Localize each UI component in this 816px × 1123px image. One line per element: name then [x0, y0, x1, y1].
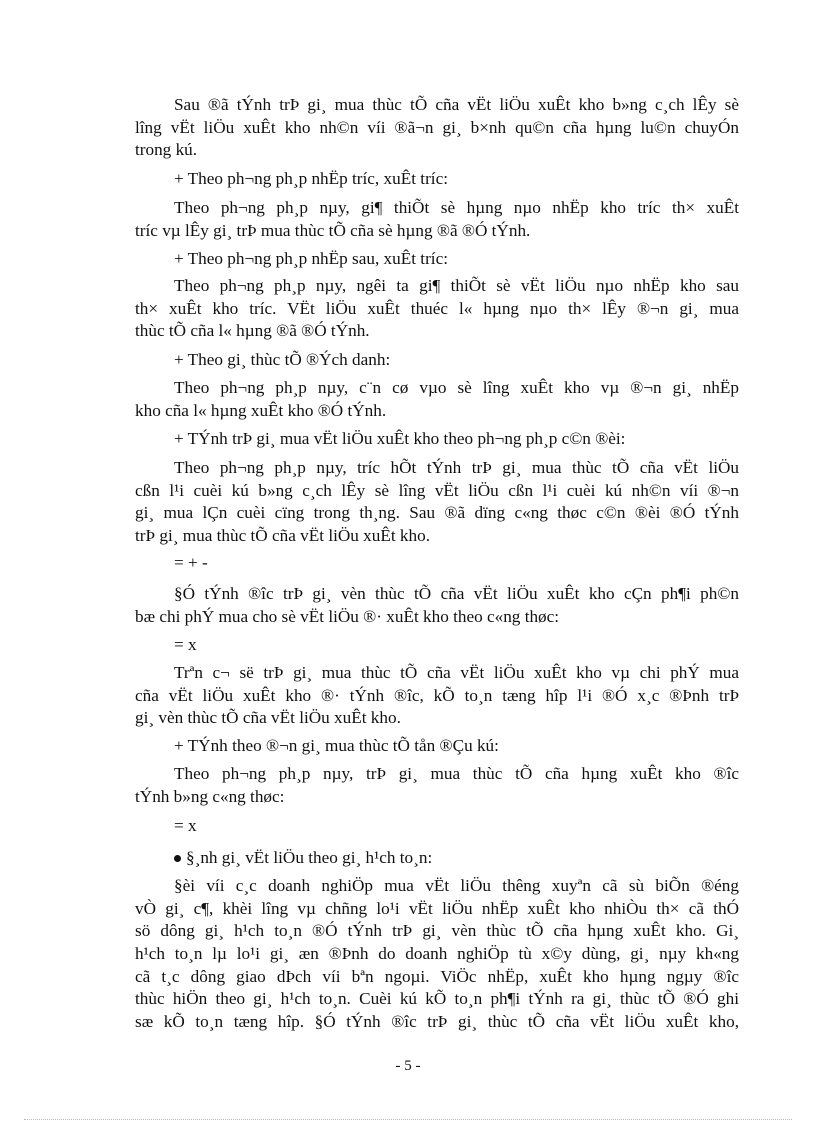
paragraph-fifo [135, 197, 739, 242]
text-line: h¹ch to¸n lµ lo¹i gi¸ æn ®Þnh do doanh nghiÖp tù x©y dùng, gi¸ nµy kh«ng [135, 944, 739, 964]
text-line: vÒ gi¸ c¶, khèi lîng vµ chñng lo¹i vËt liÖu nhËp xuÊt kho nhiÒu th× cã thÓ [135, 898, 739, 918]
text-line: thùc hiÖn theo gi¸ h¹ch to¸n. Cuèi kú kÕ to¸n ph¶i tÝnh ra gi¸ thùc tÕ ®Ó ghi [135, 989, 739, 1009]
text-line: tÝnh b»ng c«ng thøc: [135, 786, 285, 806]
text-line: trong kú. [135, 140, 198, 160]
paragraph-cost-allocation [135, 583, 739, 628]
heading-lifo: + Theo ph¬ng ph¸p nhËp sau, xuÊt tríc: [174, 249, 448, 268]
paragraph-average-price [135, 94, 739, 162]
text-line: sæ kÕ to¸n tæng hîp. §Ó tÝnh ®îc trÞ gi¸ thùc tÕ cña vËt liÖu xuÊt kho, [135, 1012, 739, 1032]
bullet-icon [174, 855, 181, 862]
text-line: cßn l¹i cuèi kú b»ng c¸ch lÊy sè lîng vËt liÖu cßn l¹i cuèi kú nh©n víi ®¬n [135, 480, 739, 500]
heading-planned-price [174, 847, 432, 869]
heading-opening-price: + TÝnh theo ®¬n gi¸ mua thùc tÕ tån ®Çu kú: [174, 736, 499, 755]
heading-fifo: + Theo ph¬ng ph¸p nhËp tríc, xuÊt tríc: [174, 169, 448, 188]
text-line: Theo ph¬ng ph¸p nµy, c¨n cø vµo sè lîng xuÊt kho vµ ®¬n gi¸ nhËp [174, 378, 739, 397]
page-border-divider [24, 1119, 792, 1120]
heading-balance-method: + TÝnh trÞ gi¸ mua vËt liÖu xuÊt kho theo ph¬ng ph¸p c©n ®èi: [174, 429, 626, 448]
text-line: Theo ph¬ng ph¸p nµy, trÞ gi¸ mua thùc tÕ cña hµng xuÊt kho ®îc [174, 764, 739, 783]
paragraph-specific-identification [135, 377, 739, 422]
text-line: Theo ph¬ng ph¸p nµy, ngêi ta gi¶ thiÕt sè vËt liÖu nµo nhËp kho sau [174, 276, 739, 295]
text-line: cña vËt liÖu xuÊt kho ®· tÝnh ®îc, kÕ to¸n tæng hîp l¹i ®Ó x¸c ®Þnh trÞ [135, 685, 739, 705]
paragraph-opening-price [135, 763, 739, 808]
text-line: th× xuÊt kho tríc. VËt liÖu xuÊt thuéc l« hµng nµo th× lÊy ®¬n gi¸ mua [135, 298, 739, 318]
text-line: Theo ph¬ng ph¸p nµy, gi¶ thiÕt sè hµng nµo nhËp kho tríc th× xuÊt [174, 198, 739, 217]
paragraph-balance-method [135, 457, 739, 548]
text-line: kho cña l« hµng xuÊt kho ®Ó tÝnh. [135, 400, 387, 420]
formula-balance: = + - [174, 553, 208, 572]
formula-opening-price: = x [174, 816, 197, 835]
text-line: Sau ®ã tÝnh trÞ gi¸ mua thùc tÕ cña vËt liÖu xuÊt kho b»ng c¸ch lÊy sè [174, 95, 739, 114]
text-line: Trªn c¬ së trÞ gi¸ mua thùc tÕ cña vËt liÖu xuÊt kho vµ chi phÝ mua [174, 663, 739, 682]
text-line: Theo ph¬ng ph¸p nµy, tríc hÕt tÝnh trÞ gi¸ mua thùc tÕ cña vËt liÖu [174, 458, 739, 477]
text-line: sö dông gi¸ h¹ch to¸n ®Ó tÝnh trÞ gi¸ vèn thùc tÕ cña hµng xuÊt kho. Gi¸ [135, 921, 739, 941]
text-line: thùc tÕ cña l« hµng ®ã ®Ó tÝnh. [135, 321, 370, 341]
text-line: gi¸ vèn thùc tÕ cña vËt liÖu xuÊt kho. [135, 708, 401, 728]
paragraph-lifo [135, 275, 739, 343]
heading-planned-price-text: §¸nh gi¸ vËt liÖu theo gi¸ h¹ch to¸n: [186, 848, 433, 867]
text-line: §Ó tÝnh ®îc trÞ gi¸ vèn thùc tÕ cña vËt liÖu xuÊt kho cÇn ph¶i ph©n [174, 584, 739, 603]
text-line: tríc vµ lÊy gi¸ trÞ mua thùc tÕ cña sè hµng ®ã ®Ó tÝnh. [135, 220, 531, 240]
page-number: - 5 - [395, 1058, 421, 1074]
formula-allocation: = x [174, 635, 197, 654]
text-line: trÞ gi¸ mua thùc tÕ cña vËt liÖu xuÊt kho. [135, 526, 431, 546]
text-line: bæ chi phÝ mua cho sè vËt liÖu ®· xuÊt kho theo c«ng thøc: [135, 606, 560, 626]
text-line: lîng vËt liÖu xuÊt kho nh©n víi ®ã¬n gi¸ b×nh qu©n cña hµng lu©n chuyÓn [135, 117, 739, 137]
text-line: gi¸ mua lÇn cuèi cïng trong th¸ng. Sau ®ã dïng c«ng thøc c©n ®èi ®Ó tÝnh [135, 503, 739, 523]
heading-specific-identification: + Theo gi¸ thùc tÕ ®Ých danh: [174, 350, 391, 369]
text-line: cã t¸c dông giao dÞch víi bªn ngoµi. ViÖc nhËp, xuÊt kho hµng ngµy ®îc [135, 966, 739, 986]
text-line: §èi víi c¸c doanh nghiÖp mua vËt liÖu thêng xuyªn cã sù biÕn ®éng [174, 876, 739, 895]
paragraph-planned-price [135, 875, 739, 1034]
paragraph-total-cost [135, 662, 739, 730]
